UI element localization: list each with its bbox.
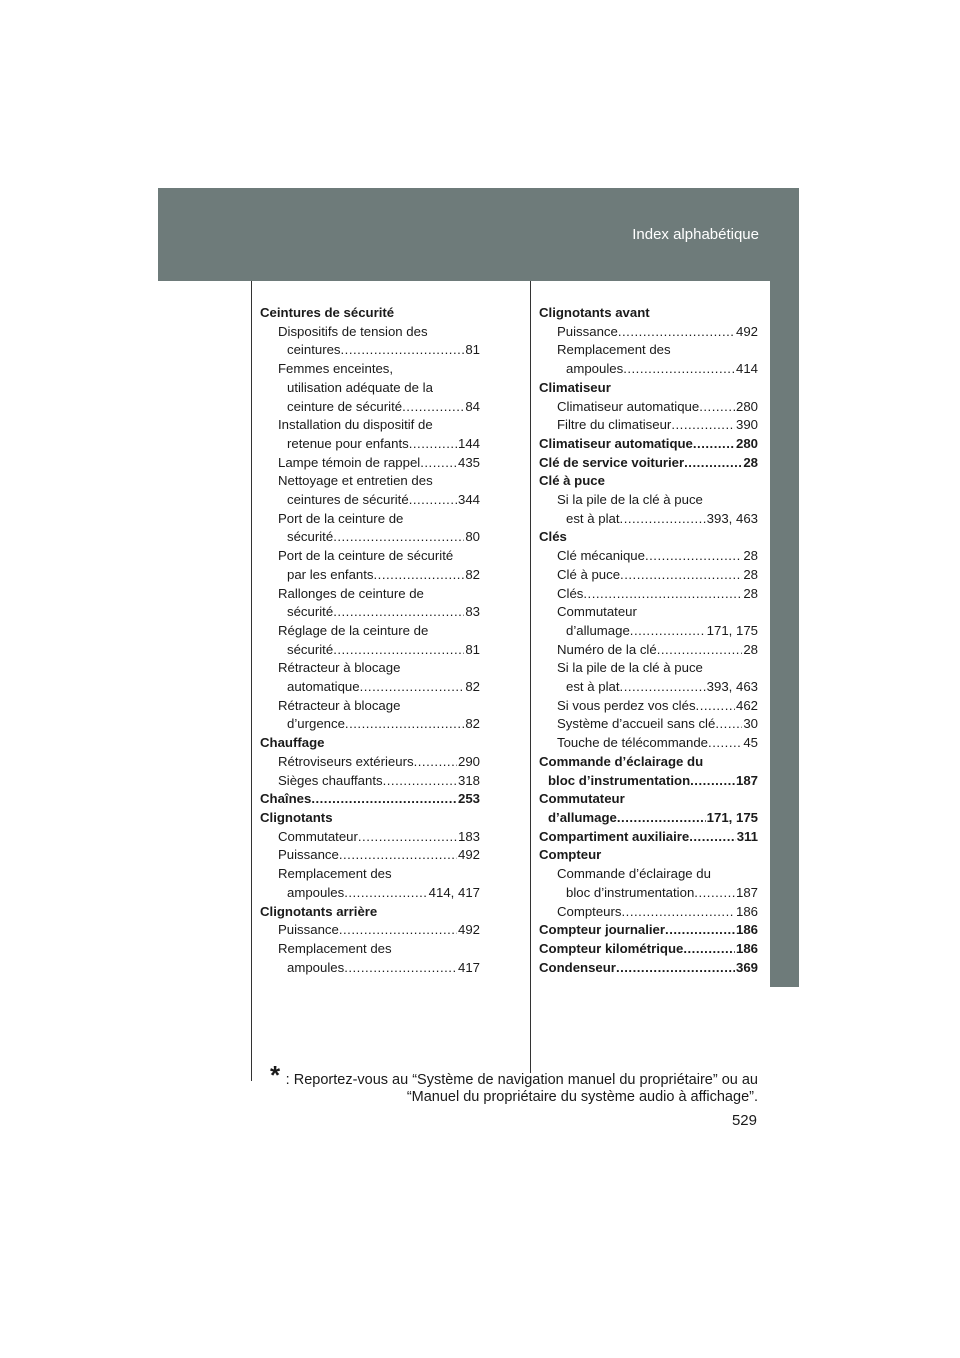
page-ref: 492 [457,847,480,863]
page-ref: 80 [465,529,480,545]
leader-dots [409,491,457,510]
page-ref: 171, 175 [706,622,758,638]
page-ref: 280 [735,398,758,414]
page-ref: 318 [457,772,480,788]
page-ref: 82 [465,566,480,582]
index-term: d’urgence [287,716,345,732]
index-term: Remplacement des [278,940,392,956]
index-term: Clé de service voiturier [539,454,685,470]
leader-dots [617,809,706,828]
index-term: Femmes enceintes, [278,361,394,377]
page-ref: 414, 417 [428,884,480,900]
index-term: ampoules [287,884,345,900]
index-term: Puissance [557,323,618,339]
index-term: Remplacement des [557,342,671,358]
index-term: Commutateur [557,604,637,620]
index-term: Numéro de la clé [557,641,657,657]
index-term: Clés [557,585,584,601]
leader-dots [345,715,464,734]
index-term: Si la pile de la clé à puce [557,492,703,508]
leader-dots [699,398,735,417]
index-term: Rétracteur à blocage [278,697,401,713]
index-term: Condenseur [539,959,616,975]
index-term: Compteur kilométrique [539,940,684,956]
leader-dots [665,921,735,940]
page-ref: 186 [735,922,758,938]
page-ref: 253 [457,791,480,807]
leader-dots [341,341,465,360]
index-entry [539,585,758,604]
index-column-right [539,304,758,977]
leader-dots [690,772,735,791]
index-entry [260,959,480,978]
page-ref: 28 [743,641,758,657]
index-entry [539,454,758,473]
page-ref: 81 [465,641,480,657]
page-number: 529 [731,1112,757,1129]
page-ref: 187 [735,772,758,788]
index-term: bloc d’instrumentation [566,884,695,900]
index-entry [539,809,758,828]
index-term: Clé mécanique [557,548,645,564]
index-term: Port de la ceinture de sécurité [278,548,454,564]
index-term: Climatiseur automatique [539,435,693,451]
leader-dots [620,566,742,585]
page-ref: 28 [743,566,758,582]
page-ref: 390 [735,417,758,433]
index-entry [539,884,758,903]
page-ref: 290 [457,753,480,769]
index-entry [260,603,480,622]
index-column-left [260,304,480,977]
leader-dots [708,734,742,753]
leader-dots [684,454,742,473]
leader-dots [694,884,735,903]
header-band [158,188,799,281]
leader-dots [657,641,743,660]
index-entry [539,903,758,922]
index-term: d’allumage [566,622,630,638]
chapter-tab [770,281,799,987]
index-term: Remplacement des [278,866,392,882]
left-column-rule [251,281,252,1081]
index-term: d’allumage [548,809,617,825]
leader-dots [344,884,427,903]
leader-dots [333,603,464,622]
asterisk-icon: * [270,1060,281,1090]
index-entry [539,959,758,978]
index-term: Si la pile de la clé à puce [557,660,703,676]
footnote-text: : Reportez-vous au “Système de navigation manuel du propriétaire” ou au “Manuel du propriétaire du système audio à affichage”. [285,1072,758,1105]
index-entry [539,772,758,791]
index-entry [260,341,480,360]
leader-dots [622,903,735,922]
index-term: Chaînes [260,791,312,807]
index-entry [260,528,480,547]
index-entry [539,921,758,940]
index-entry [539,622,758,641]
index-entry [539,828,758,847]
leader-dots [358,828,457,847]
index-heading: Ceintures de sécurité [260,305,395,320]
leader-dots [620,678,706,697]
page-ref: 81 [465,342,480,358]
index-entry [539,435,758,454]
index-heading: Compteur [539,847,602,863]
page-ref: 462 [735,697,758,713]
leader-dots [683,940,735,959]
index-entry [539,510,758,529]
page-ref: 82 [465,716,480,732]
page-ref: 28 [743,454,758,470]
index-entry [539,323,758,342]
index-term: ampoules [566,361,624,377]
page-ref: 45 [743,735,758,751]
index-heading: Climatiseur [539,379,611,395]
page-ref: 144 [457,435,480,451]
leader-dots [333,528,464,547]
index-term: retenue pour enfants [287,435,409,451]
index-entry [539,641,758,660]
section-title: Index alphabétique [632,226,759,243]
index-entry [539,360,758,379]
index-entry [539,566,758,585]
index-heading: Chauffage [260,735,325,751]
index-entry [260,715,480,734]
leader-dots [333,641,464,660]
index-term: Système d’accueil sans clé [557,716,716,732]
index-term: ceintures [287,342,341,358]
page-ref: 417 [457,959,480,975]
index-term: Installation du dispositif de [278,417,433,433]
leader-dots [374,566,465,585]
leader-dots [696,697,735,716]
leader-dots [618,323,735,342]
index-term: est à plat [566,679,620,695]
footnote [270,1060,758,1106]
page-ref: 30 [743,716,758,732]
page-ref: 84 [465,398,480,414]
page-ref: 183 [457,828,480,844]
index-entry [539,715,758,734]
index-term: Puissance [278,847,339,863]
index-entry [260,790,480,809]
index-term: est à plat [566,510,620,526]
page-ref: 492 [457,922,480,938]
page-ref: 311 [736,828,758,844]
page-ref: 435 [457,454,480,470]
index-entry [539,734,758,753]
index-term: ampoules [287,959,345,975]
index-term: Rétracteur à blocage [278,660,401,676]
index-term: Lampe témoin de rappel [278,454,421,470]
index-entry [260,491,480,510]
index-term: Rallonges de ceinture de [278,585,424,601]
index-term: automatique [287,679,360,695]
page-ref: 393, 463 [706,510,758,526]
index-term: Commutateur [278,828,358,844]
index-entry [260,435,480,454]
leader-dots [339,921,457,940]
page-ref: 393, 463 [706,679,758,695]
index-term: ceinture de sécurité [287,398,403,414]
index-entry [260,921,480,940]
index-entry [260,828,480,847]
index-heading: Clés [539,529,567,545]
index-entry [260,678,480,697]
index-entry [539,678,758,697]
page-ref: 28 [743,585,758,601]
leader-dots [344,959,457,978]
leader-dots [583,585,742,604]
leader-dots [409,435,457,454]
leader-dots [623,360,735,379]
index-term: Compteurs [557,903,622,919]
index-term: ceintures de sécurité [287,492,409,508]
index-term: Filtre du climatiseur [557,417,672,433]
index-entry [260,641,480,660]
index-term: sécurité [287,641,334,657]
leader-dots [645,547,742,566]
leader-dots [360,678,465,697]
leader-dots [620,510,706,529]
index-heading: Clignotants avant [539,305,650,320]
page-ref: 414 [735,361,758,377]
page-ref: 344 [457,492,480,508]
index-term: par les enfants [287,566,374,582]
index-heading: Clignotants [260,809,333,825]
index-entry [260,884,480,903]
index-entry [539,697,758,716]
index-term: Dispositifs de tension des [278,323,428,339]
index-term: Climatiseur automatique [557,398,700,414]
leader-dots [693,435,735,454]
index-entry [260,398,480,417]
page-ref: 82 [465,679,480,695]
index-term: Sièges chauffants [278,772,383,788]
index-heading: Commande d’éclairage du [539,753,704,769]
index-term: sécurité [287,529,334,545]
leader-dots [339,846,457,865]
leader-dots [715,715,742,734]
middle-column-rule [530,281,531,1073]
index-entry [539,416,758,435]
page-ref: 186 [735,940,758,956]
index-term: Si vous perdez vos clés [557,697,696,713]
page-ref: 83 [465,604,480,620]
index-entry [539,398,758,417]
leader-dots [414,753,457,772]
index-term: Touche de télécommande [557,735,709,751]
leader-dots [671,416,735,435]
page-ref: 280 [735,435,758,451]
index-entry [260,454,480,473]
index-term: Rétroviseurs extérieurs [278,753,414,769]
index-heading: Clé à puce [539,473,605,489]
index-term: sécurité [287,604,334,620]
page-ref: 171, 175 [706,809,758,825]
index-term: Commande d’éclairage du [557,866,711,882]
page-ref: 369 [735,959,758,975]
index-term: utilisation adéquate de la [287,379,433,395]
leader-dots [311,790,457,809]
index-heading: Commutateur [539,791,625,807]
index-term: Compartiment auxiliaire [539,828,690,844]
index-entry [539,547,758,566]
index-term: Puissance [278,922,339,938]
index-entry [260,846,480,865]
page-ref: 187 [735,884,758,900]
page-ref: 186 [735,903,758,919]
leader-dots [383,772,457,791]
leader-dots [402,398,464,417]
index-term: Clé à puce [557,566,621,582]
index-term: Réglage de la ceinture de [278,622,429,638]
leader-dots [689,828,735,847]
index-term: bloc d’instrumentation [548,772,691,788]
index-entry [260,772,480,791]
index-entry [260,566,480,585]
index-term: Compteur journalier [539,922,666,938]
leader-dots [420,454,457,473]
index-term: Nettoyage et entretien des [278,473,433,489]
index-heading: Clignotants arrière [260,903,378,919]
leader-dots [630,622,706,641]
leader-dots [616,959,735,978]
page-ref: 492 [735,323,758,339]
page-ref: 28 [743,548,758,564]
index-entry [260,753,480,772]
index-entry [539,940,758,959]
index-term: Port de la ceinture de [278,510,404,526]
